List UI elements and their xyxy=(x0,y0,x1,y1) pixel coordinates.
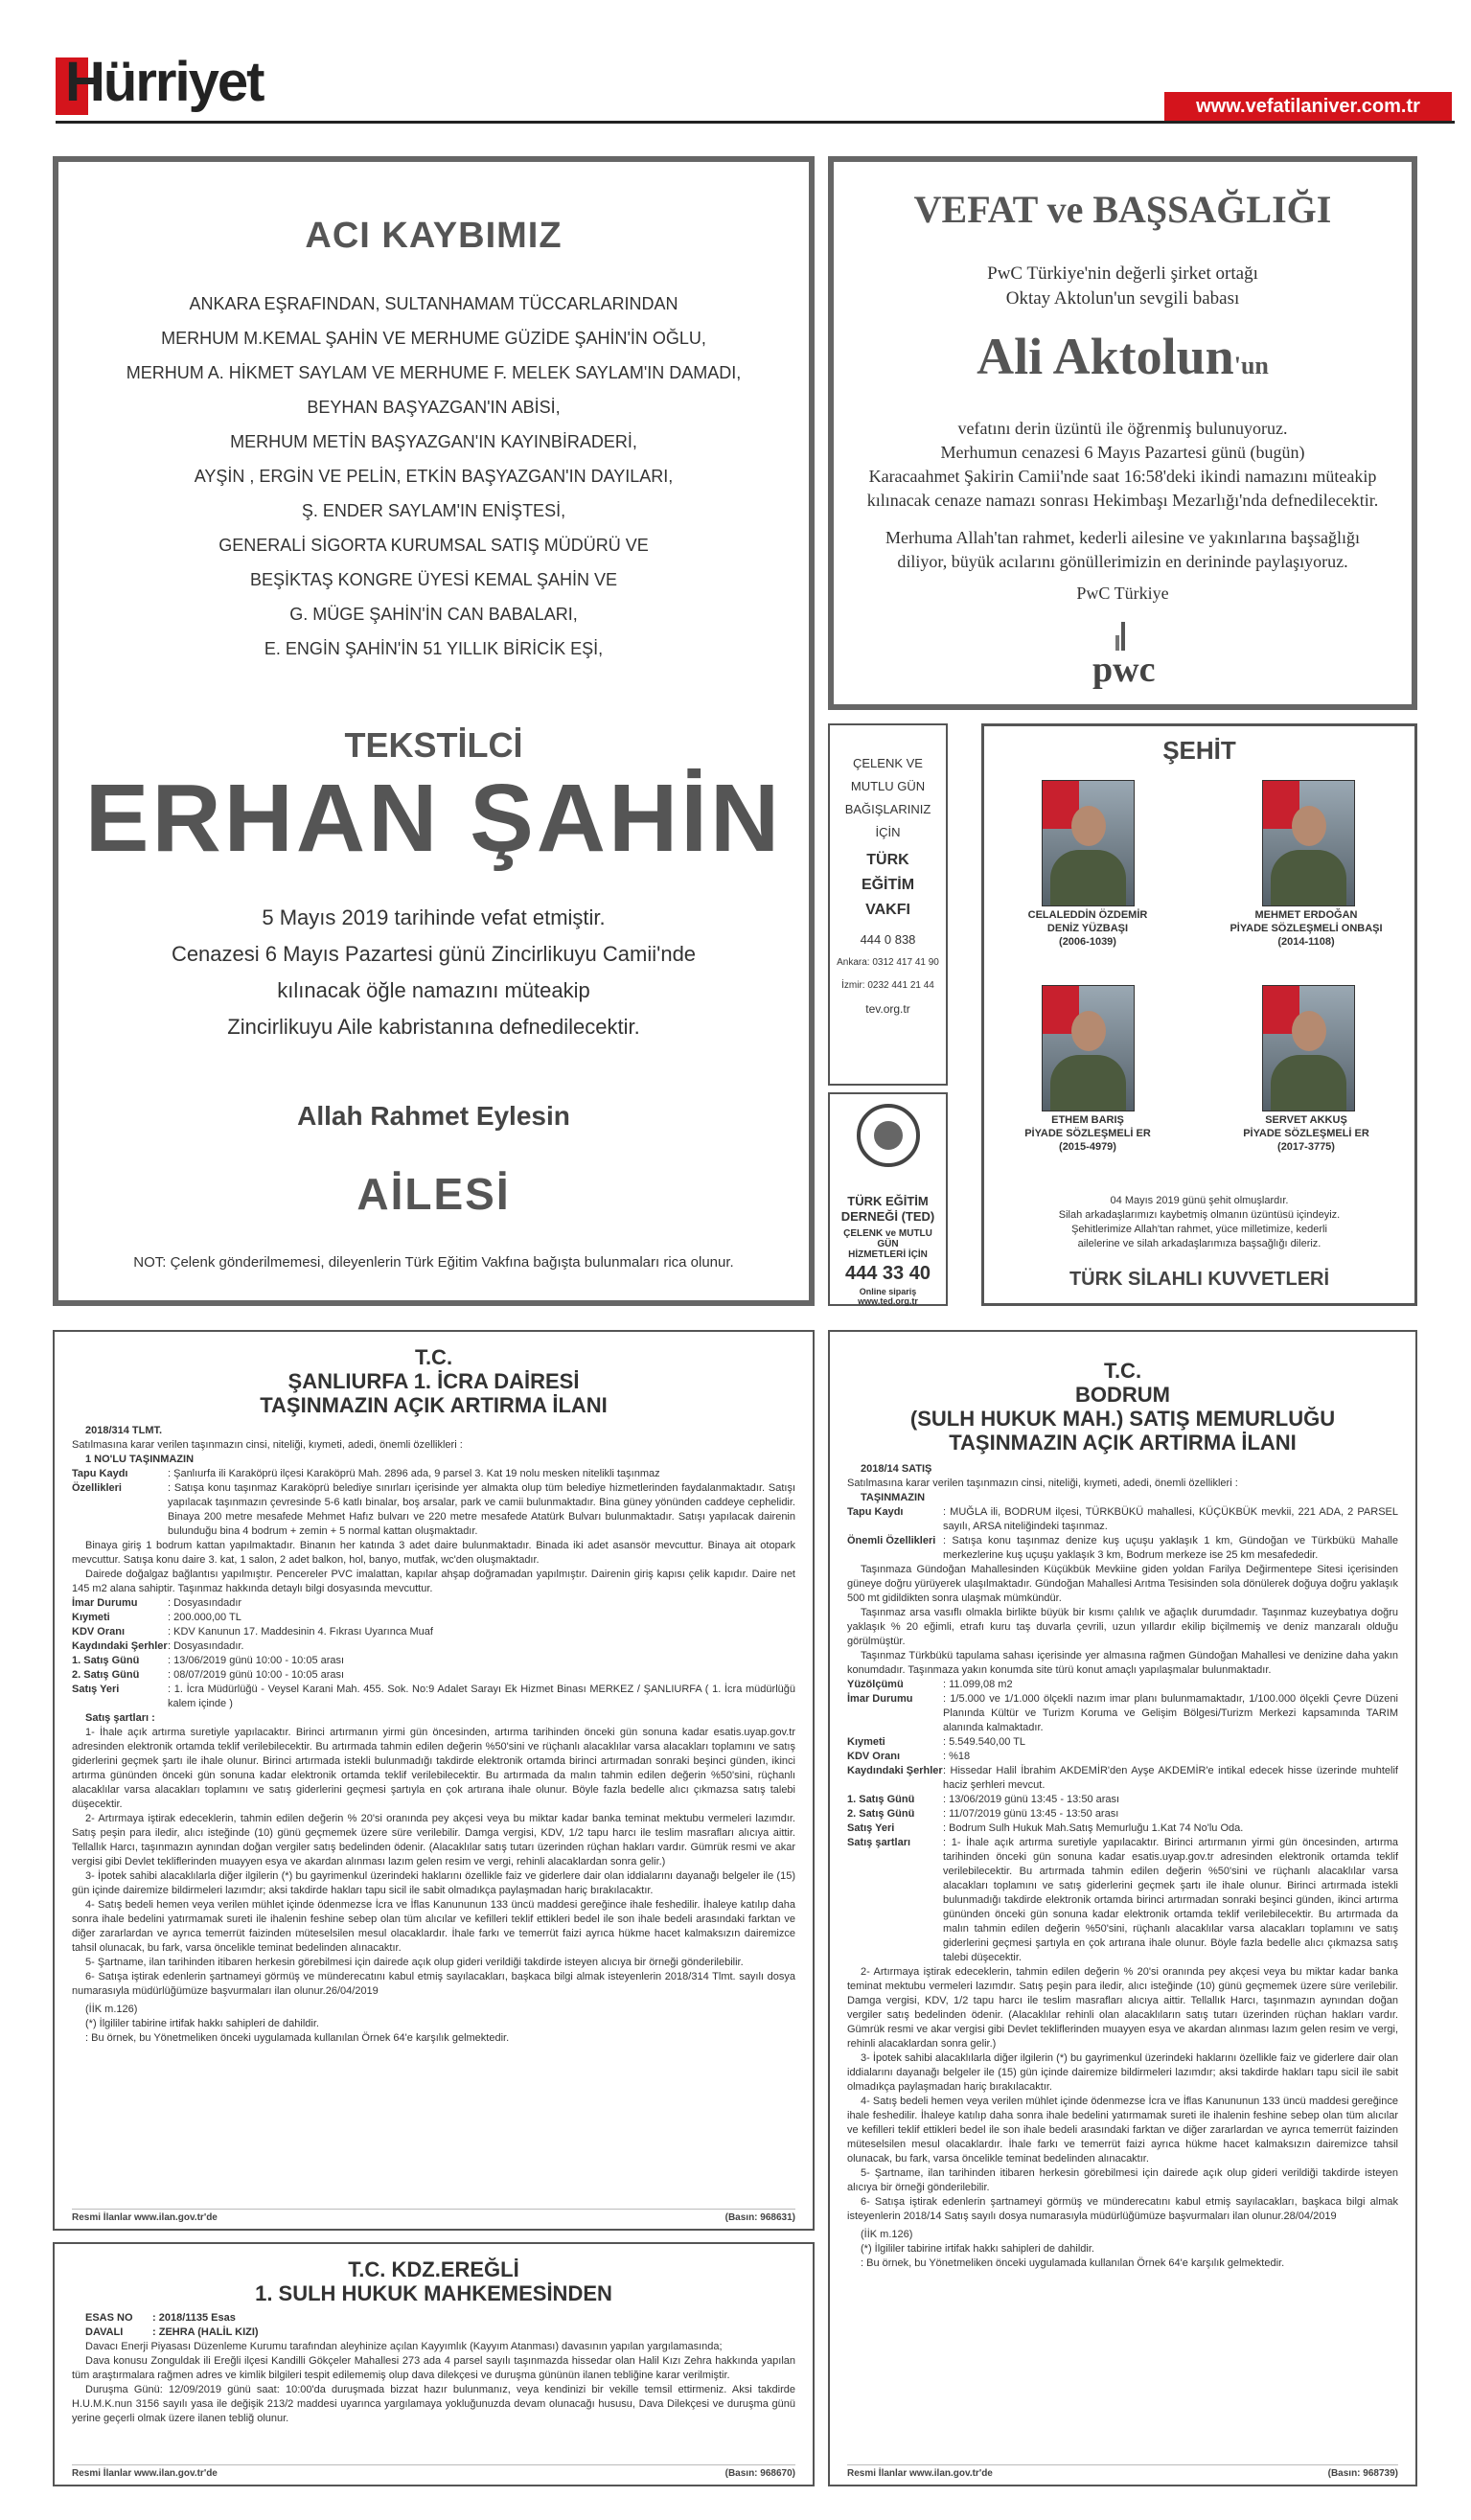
footnote: (*) İlgililer tabirine irtifak hakkı sahipleri de dahildir. xyxy=(85,2018,319,2029)
reference: (İİK m.126) xyxy=(861,2229,913,2240)
field-value: : 2018/1135 Esas xyxy=(152,2312,236,2324)
pwc-deceased-name xyxy=(834,327,1412,386)
soldier-photo xyxy=(1042,985,1135,1111)
soldier-photo xyxy=(1262,985,1355,1111)
field-row xyxy=(847,1836,1398,1965)
field-row xyxy=(72,1654,795,1668)
condition: 3- İpotek sahibi alacaklılarla diğer ilgilerin (*) bu gayrimenkul üzerindeki haklarını özellikle faiz ve giderlere dair olan iddialarını dayanağı belgeler ile (15) gün içinde dairemize bildirmeleri lazımdır; aksi takdirde hakları tapu sicil ile sabit olmadıkça paylaşmadan hariç bırakılacaktır. xyxy=(847,2052,1398,2093)
file-no: 2018/14 SATIŞ xyxy=(861,1463,932,1475)
soldier-photo xyxy=(1262,780,1355,906)
bodrum-body xyxy=(847,1462,1398,2271)
soldier-id: (2017-3775) xyxy=(1277,1141,1335,1153)
logo-text: Hürriyet xyxy=(65,51,264,113)
condition: 5- Şartname, ilan tarihinden itibaren herkesin görebilmesi için dairede açık olup gideri verildiği takdirde isteyen alıcıya bir örneği gönderilebilir. xyxy=(847,2167,1398,2193)
field-row xyxy=(72,2325,795,2340)
notice-title: TAŞINMAZIN AÇIK ARTIRMA İLANI xyxy=(949,1431,1297,1455)
pwc-body-line: vefatını derin üzüntü ile öğrenmiş bulunuyoruz. xyxy=(957,419,1288,438)
field-value: : 08/07/2019 günü 10:00 - 10:05 arası xyxy=(168,1669,345,1681)
obit-line: AYŞİN , ERGİN VE PELİN, ETKİN BAŞYAZGAN'IN DAYILARI, xyxy=(194,467,674,486)
pwc-logo-bars-icon xyxy=(1121,622,1125,651)
notice-footer xyxy=(847,2464,1398,2479)
field-key: Önemli Özellikleri xyxy=(847,1535,936,1546)
condition: 5- Şartname, ilan tarihinden itibaren herkesin görebilmesi için dairede açık olup gideri verildiği takdirde isteyen alıcıya bir örneği gönderilebilir. xyxy=(85,1957,744,1968)
martyr-text-line: 04 Mayıs 2019 günü şehit olmuşlardır. xyxy=(1110,1195,1289,1206)
field-row xyxy=(72,1683,795,1711)
condition: 6- Satışa iştirak edenlerin şartnameyi görmüş ve münderecatını kabul etmiş sayılacakları, başkaca bilgi almak isteyenlerin 2018/14 Satış sayılı dosya numarasıyla müdürlüğümüze başvurmaları ilan olunur.28/04/2019 xyxy=(847,2196,1398,2222)
condition: 4- Satış bedeli hemen veya verilen mühlet içinde ödenmezse İcra ve İflas Kanununun 133 üncü maddesi gereğince ihale feshedilir. İhaleye katılıp daha sonra ihale bedelini yatırmamak sureti ile ihalenin feshine sebep olan tüm alıcılar ve kefilleri teklif ettikleri bedel ile son ihale bedeli arasındaki farktan ve diğer zararlardan ve ayrıca temerrüt faizinden müteselsilen mesul olacaklardır. İhale farkı ve temerrüt faizi ayrıca hükme hacet kalmaksızın dairemizce tahsil olunacak, bu fark, varsa öncelikle teminat bedelinden alınacaktır. xyxy=(72,1899,795,1954)
pwc-intro-line: Oktay Aktolun'un sevgili babası xyxy=(1005,288,1240,309)
field-value: : Şanlıurfa ili Karaköprü ilçesi Karaköprü Mah. 2896 ada, 9 parsel 3. Kat 19 nolu mesken nitelikli taşınmaz xyxy=(168,1468,660,1479)
field-row xyxy=(72,2311,795,2325)
field-value: : Hissedar Halil İbrahim AKDEMİR'den Ayşe AKDEMİR'e intikal edecek hisse üzerinde muhtelif haciz şerhleri mevcut. xyxy=(943,1765,1398,1791)
ted-emblem-icon xyxy=(857,1104,920,1167)
notice-title: T.C. KDZ.EREĞLİ xyxy=(348,2257,519,2281)
field-value: : %18 xyxy=(943,1751,971,1762)
soldier-caption xyxy=(992,908,1184,949)
reference: (İİK m.126) xyxy=(85,2004,138,2015)
notice-title: 1. SULH HUKUK MAHKEMESİNDEN xyxy=(255,2281,612,2305)
obit-line: E. ENGİN ŞAHİN'İN 51 YILLIK BİRİCİK EŞİ, xyxy=(264,639,604,658)
field-value: : 1/5.000 ve 1/1.000 ölçekli nazım imar planı bulunmamaktadır, 1/100.000 ölçekli Çevre Düzeni Planında Kültür ve Turizm Koruma ve Gelişim Bölgesi/Turizm Merkezi kapsamında TARIM alanında kalmaktadır. xyxy=(943,1693,1398,1733)
obit-line: ANKARA EŞRAFINDAN, SULTANHAMAM TÜCCARLARINDAN xyxy=(189,294,678,313)
pwc-body xyxy=(843,417,1402,574)
pwc-name-suffix: 'un xyxy=(1233,352,1269,379)
family-signature: AİLESİ xyxy=(356,1169,511,1219)
field-key: İmar Durumu xyxy=(72,1597,138,1609)
soldier-rank: PİYADE SÖZLEŞMELİ ONBAŞI xyxy=(1230,923,1383,934)
martyr-title: ŞEHİT xyxy=(1162,736,1236,765)
soldier-id: (2015-4979) xyxy=(1059,1141,1116,1153)
tev-izmir: İzmir: 0232 441 21 44 xyxy=(841,980,934,991)
field-row xyxy=(847,1793,1398,1807)
file-no: 2018/314 TLMT. xyxy=(85,1425,163,1436)
field-key: Kaydındaki Şerhler xyxy=(847,1765,943,1776)
footer-press-no: (Basın: 968670) xyxy=(724,2468,795,2479)
field-key: Satış Yeri xyxy=(72,1684,120,1695)
paragraph: Dava konusu Zonguldak ili Ereğli ilçesi Kandilli Gökçeler Mahallesi 273 ada 4 parsel sayılı taşınmazda hissedar olan Halil Kızı Zehra hakkında yapılan tüm araştırmalara rağmen adres ve kimlik bilgileri tespit edilememiş olup dava dilekçesi ve duruşma gününün ilanen tebliğine karar verilmiştir. xyxy=(72,2355,795,2381)
soldier-id: (2014-1108) xyxy=(1277,936,1335,948)
intro: Satılmasına karar verilen taşınmazın cinsi, niteliği, kıymeti, adedi, önemli özellikleri : xyxy=(847,1478,1238,1489)
field-row xyxy=(847,1821,1398,1836)
tev-org: EĞİTİM xyxy=(861,877,915,893)
tev-web[interactable]: tev.org.tr xyxy=(865,1002,910,1016)
obit-line: GENERALİ SİGORTA KURUMSAL SATIŞ MÜDÜRÜ VE xyxy=(218,536,649,555)
field-row xyxy=(72,1467,795,1481)
deceased-profession: TEKSTİLCİ xyxy=(344,725,523,765)
obituary-note: NOT: Çelenk gönderilmemesi, dileyenlerin Türk Eğitim Vakfına bağışta bulunmaları rica olunur. xyxy=(133,1254,734,1271)
eregli-header xyxy=(55,2257,813,2305)
field-key: Özellikleri xyxy=(72,1482,122,1494)
soldier-id: (2006-1039) xyxy=(1059,936,1116,948)
pwc-intro xyxy=(834,262,1412,311)
obit-line: G. MÜGE ŞAHİN'İN CAN BABALARI, xyxy=(289,605,578,624)
pwc-signature: PwC Türkiye xyxy=(1076,584,1169,603)
ted-web[interactable]: Online sipariş www.ted.org.tr xyxy=(858,1287,918,1306)
conditions-heading: Satış şartları : xyxy=(85,1712,155,1724)
prayer-text: Allah Rahmet Eylesin xyxy=(297,1101,570,1131)
field-value: : Satışa konu taşınmaz denize kuş uçuşu yaklaşık 1 km, Gündoğan ve Türkbükü Mahalle merkezlerine kuş uçuşu yaklaşık 3 km, Bodrum merkeze ise 25 km mesafededir. xyxy=(943,1535,1398,1561)
field-row xyxy=(847,1807,1398,1821)
detail-line: 5 Mayıs 2019 tarihinde vefat etmiştir. xyxy=(262,905,606,929)
field-value: : 13/06/2019 günü 10:00 - 10:05 arası xyxy=(168,1655,345,1666)
obit-line: MERHUM M.KEMAL ŞAHİN VE MERHUME GÜZİDE ŞAHİN'İN OĞLU, xyxy=(161,329,706,348)
tev-text xyxy=(832,752,944,1020)
condition: 2- Artırmaya iştirak edeceklerin, tahmin edilen değerin % 20'si oranında pey akçesi veya bu miktar kadar banka teminat mektubu vermeleri lazımdır. Satış peşin para iledir, alıcı isteğinde (10) günü geçmemek üzere süre verilebilir. Damga vergisi, KDV, 1/2 tapu harcı ile teslim masrafları alıcıya aittir. Tellallık Harcı, taşınmazın aynından doğan vergiler satış bedelinden ödenir. (Alacaklılar rehinli olan alacaklıların satış tutarı üzerinden rüçhan hakları vardır. Gümrük resmi ve akar vergisi gibi Devlet tekliflerinden muayyen esya ve akardan alınması lazım gelen resim ve vergi, rehinli alacaklardan sonra gelir.) xyxy=(847,1966,1398,2050)
item: 1 NO'LU TAŞINMAZIN xyxy=(85,1454,195,1465)
bodrum-auction-notice xyxy=(828,1330,1417,2486)
field-key: KDV Oranı xyxy=(72,1626,126,1638)
ted-donation-box xyxy=(828,1092,948,1306)
field-value: : ZEHRA (HALİL KIZI) xyxy=(152,2326,259,2338)
field-key: Tapu Kaydı xyxy=(72,1468,128,1479)
field-key: 1. Satış Günü xyxy=(72,1655,140,1666)
field-key: Satış şartları xyxy=(847,1837,911,1848)
field-value: : Satışa konu taşınmaz Karaköprü belediye sınırları içerisinde yer almakta olup tüm belediye hizmetlerinden faydalanmaktadır. Satışı yapılacak taşınmazın çevresinde 5-6 katlı binalar, boş arsalar, park ve camii bulunmaktadır. Bina güney yönünden caddeye cephelidir. Binaya 200 metre mesafede Mehmet Hafız bulvarı ve 220 metre mesafede Atatürk Bulvarı bulunmaktadır. Satışı yapılacak dairenin bulunduğu bina 4 bodrum + zemin + 5 normal kattan oluşmaktadır. xyxy=(168,1482,795,1537)
notice-title: BODRUM xyxy=(1075,1383,1170,1407)
notice-title: T.C. xyxy=(414,1345,453,1369)
notice-footer xyxy=(72,2209,795,2223)
obituary-lines xyxy=(68,286,799,666)
field-key: İmar Durumu xyxy=(847,1693,913,1705)
obit-line: Ş. ENDER SAYLAM'IN ENİŞTESİ, xyxy=(301,501,566,520)
field-key: 2. Satış Günü xyxy=(72,1669,140,1681)
deceased-name: ERHAN ŞAHİN xyxy=(84,765,783,872)
field-key: Kıymeti xyxy=(847,1736,885,1748)
detail-line: Zincirlikuyu Aile kabristanına defnedilecektir. xyxy=(227,1015,640,1039)
footer-source[interactable]: Resmi İlanlar www.ilan.gov.tr'de xyxy=(72,2212,218,2223)
condition: 6- Satışa iştirak edenlerin şartnameyi görmüş ve münderecatını kabul etmiş sayılacakları, başkaca bilgi almak isteyenlerin 2018/314 Tlmt. sayılı dosya numarasıyla müdürlüğümüze başvurmaları ilan olunur.26/04/2019 xyxy=(72,1971,795,1997)
soldier-rank: PİYADE SÖZLEŞMELİ ER xyxy=(1024,1128,1151,1139)
obituary-erhan-sahin xyxy=(53,156,815,1306)
field-key: Kaydındaki Şerhler xyxy=(72,1640,168,1652)
field-row xyxy=(847,1764,1398,1793)
notice-title: T.C. xyxy=(1103,1359,1142,1383)
header-rule xyxy=(56,121,1455,124)
field-row xyxy=(72,1668,795,1683)
obituary-title: ACI KAYBIMIZ xyxy=(305,216,563,256)
footer-source[interactable]: Resmi İlanlar www.ilan.gov.tr'de xyxy=(847,2468,993,2479)
pwc-condolence-notice xyxy=(828,156,1417,710)
footer-source[interactable]: Resmi İlanlar www.ilan.gov.tr'de xyxy=(72,2468,218,2479)
field-row xyxy=(72,1639,795,1654)
notice-footer xyxy=(72,2464,795,2479)
paragraph: Taşınmaz arsa vasıflı olmakla birlikte büyük bir kısmı çalılık ve ağaçlık durumdadır. Taşınmaz kuzeybatıya doğru yaklaşık % 20 eğimli, etrafı kuru taş duvarla çevrili, uzun yıllardır ekilip biçilmemiş ve deniz manzaralı olduğu görülmüştür. xyxy=(847,1607,1398,1647)
ted-phone: 444 33 40 xyxy=(845,1263,931,1284)
sanliurfa-body xyxy=(72,1424,795,2046)
bodrum-header xyxy=(830,1359,1415,1455)
martyr-text-line: ailelerine ve silah arkadaşlarımıza başsağlığı dileriz. xyxy=(1077,1238,1322,1249)
obit-line: BEŞİKTAŞ KONGRE ÜYESİ KEMAL ŞAHİN VE xyxy=(249,570,618,589)
obit-line: MERHUM METİN BAŞYAZGAN'IN KAYINBİRADERİ, xyxy=(230,432,637,451)
field-value: : Bodrum Sulh Hukuk Mah.Satış Memurluğu 1.Kat 74 No'lu Oda. xyxy=(943,1822,1244,1834)
field-value: : 200.000,00 TL xyxy=(168,1612,241,1623)
field-row xyxy=(847,1678,1398,1692)
field-value: : KDV Kanunun 17. Maddesinin 4. Fıkrası Uyarınca Muaf xyxy=(168,1626,433,1638)
soldier-rank: DENİZ YÜZBAŞI xyxy=(1046,923,1129,934)
condition: 4- Satış bedeli hemen veya verilen mühlet içinde ödenmezse İcra ve İflas Kanununun 133 üncü maddesi gereğince ihale feshedilir. İhaleye katılıp daha sonra ihale bedelini yatırmamak sureti ile ihalenin feshine sebep olan tüm alıcılar ve kefilleri teklif ettikleri bedel ile son ihale bedeli arasındaki farktan ve diğer zararlardan ve ayrıca temerrüt faizinden müteselsilen mesul olacaklardır. İhale farkı ve temerrüt faizi ayrıca hükme hacet kalmaksızın dairemizce tahsil olunacak, bu fark, varsa öncelikle teminat bedelinden alınacaktır. xyxy=(847,2096,1398,2165)
pwc-body-line: diliyor, büyük acılarını gönüllerimizin en derininde paylaşıyoruz. xyxy=(897,552,1348,571)
field-row xyxy=(72,1625,795,1639)
detail-line: Cenazesi 6 Mayıs Pazartesi günü Zincirlikuyu Camii'nde xyxy=(171,942,697,966)
field-value: : Dosyasındadır xyxy=(168,1597,242,1609)
martyr-text-line: Silah arkadaşlarımızı kaybetmiş olmanın üzüntüsü içindeyiz. xyxy=(1058,1209,1341,1221)
obituary-details xyxy=(78,900,790,1045)
sanliurfa-auction-notice xyxy=(53,1330,815,2231)
field-value: : MUĞLA ili, BODRUM ilçesi, TÜRKBÜKÜ mahallesi, KÜÇÜKBÜK mevkii, 221 ADA, 2 PARSEL sayılı, ARSA niteliğindeki taşınmaz. xyxy=(943,1506,1398,1532)
sanliurfa-header xyxy=(55,1345,813,1417)
soldier-photo xyxy=(1042,780,1135,906)
martyr-signature: TÜRK SİLAHLI KUVVETLERİ xyxy=(1069,1269,1330,1290)
eregli-court-notice xyxy=(53,2242,815,2486)
pwc-name: Ali Aktolun xyxy=(977,328,1234,385)
soldier-caption xyxy=(1210,908,1402,949)
field-key: DAVALI xyxy=(85,2326,124,2338)
tev-phone: 444 0 838 xyxy=(860,932,916,947)
soldier-caption xyxy=(992,1113,1184,1154)
field-row xyxy=(847,1692,1398,1735)
ted-text xyxy=(832,1194,944,1306)
field-row xyxy=(847,1735,1398,1750)
footnote: : Bu örnek, bu Yönetmeliken önceki uygulamada kullanılan Örnek 64'e karşılık gelmektedir. xyxy=(85,2032,510,2044)
footer-press-no: (Basın: 968631) xyxy=(724,2212,795,2223)
tev-line: MUTLU GÜN xyxy=(850,779,926,793)
martyr-text xyxy=(990,1194,1409,1251)
paragraph: Dairede doğalgaz bağlantısı yapılmıştır. Pencereler PVC imalattan, kapılar ahşap doğramadan yapılmıştır. Dairenin giriş kapısı çelik kapıdır. Daire net 145 m2 alana sahiptir. Taşınmaz hakkında detaylı bilgi dosyasında mevcuttur. xyxy=(72,1569,795,1594)
field-value: : 5.549.540,00 TL xyxy=(943,1736,1026,1748)
footnote: (*) İlgililer tabirine irtifak hakkı sahipleri de dahildir. xyxy=(861,2243,1094,2255)
pwc-logo xyxy=(1083,622,1179,699)
condition: 2- Artırmaya iştirak edeceklerin, tahmin edilen değerin % 20'si oranında pey akçesi veya bu miktar kadar banka teminat mektubu vermeleri lazımdır. Satış peşin para iledir, alıcı isteğinde (10) günü geçmemek üzere süre verilebilir. Damga vergisi, KDV, 1/2 tapu harcı ile teslim masrafları alıcıya aittir. Tellallık Harcı, taşınmazın aynından doğan vergiler satış bedelinden ödenir. (Alacaklılar satış tutarı üzerinden rüçhan hakları vardır. Gümrük resmi ve akar vergisi gibi Devlet tekliflerinden muayyen esya ve akardan alınması lazım gelen resim ve vergi, rehinli alacaklardan sonra gelir.) xyxy=(72,1813,795,1867)
ted-line: ÇELENK ve MUTLU GÜN xyxy=(843,1228,932,1249)
site-url-bar[interactable] xyxy=(1164,92,1452,121)
detail-line: kılınacak öğle namazını müteakip xyxy=(277,978,590,1002)
tev-line: ÇELENK VE xyxy=(853,756,923,770)
hurriyet-logo xyxy=(56,48,305,115)
field-value: : 1- İhale açık artırma suretiyle yapılacaktır. Birinci artırmanın yirmi gün öncesinden, artırma tarihinden önceki gün sonuna kadar esatis.uyap.gov.tr adresinden elektronik ortamda teklif verilebilecektir. Bu artırmada tahmin edilen değerin %50'sini ve rüçhanlı alacaklılar varsa alacakları toplamını ve satış giderlerini geçmek şartı ile ihale olunur. Birinci artırmada istekli bulunmadığı takdirde elektronik ortamda birinci artırmadan sonraki beşinci günden, ikinci artırma gününden önceki gün sonuna kadar elektronik ortamda teklif verilebilecektir. Bu artırmada da malın tahmin edilen değerin %50'sini, rüçhanlı alacaklılar varsa alacakları toplamını ve satış giderlerini geçmesi şartıyla en çok artırana ihale olunur. Böyle fazla bedelle alıcı çıkmazsa satış talebi düşecektir. xyxy=(943,1837,1398,1963)
field-key: KDV Oranı xyxy=(847,1751,901,1762)
field-row xyxy=(847,1750,1398,1764)
tev-line: İÇİN xyxy=(875,825,901,839)
footnote: : Bu örnek, bu Yönetmeliken önceki uygulamada kullanılan Örnek 64'e karşılık gelmektedir. xyxy=(861,2257,1285,2269)
field-key: Yüzölçümü xyxy=(847,1679,904,1690)
pwc-body-line: Merhumun cenazesi 6 Mayıs Pazartesi günü (bugün) xyxy=(940,443,1305,462)
field-value: : 11/07/2019 günü 13:45 - 13:50 arası xyxy=(943,1808,1119,1820)
field-key: Satış Yeri xyxy=(847,1822,895,1834)
field-row xyxy=(847,1505,1398,1534)
tev-org: VAKFI xyxy=(865,902,910,918)
notice-title: TAŞINMAZIN AÇIK ARTIRMA İLANI xyxy=(260,1393,608,1417)
field-row xyxy=(72,1596,795,1611)
condition: 1- İhale açık artırma suretiyle yapılacaktır. Birinci artırmanın yirmi gün öncesinden, artırma tarihinden önceki gün sonuna kadar esatis.uyap.gov.tr adresinden elektronik ortamda teklif verilebilecektir. Bu artırmada tahmin edilen değerin %50'sini ve rüçhanlı alacaklılar varsa alacakları toplamını ve satış giderlerini geçmek şartı ile ihale olunur. Birinci artırmada istekli bulunmadığı takdirde elektronik ortamda birinci artırmadan sonraki beşinci günden, ikinci artırma gününden önceki gün sonuna kadar elektronik ortamda teklif verilebilecektir. Bu artırmada da malın tahmin edilen değerin %50'sini, rüçhanlı alacaklılar varsa alacakları toplamını ve satış giderlerini geçmesi şartıyla en çok artırana ihale olunur. Böyle fazla bedelle alıcı çıkmazsa satış talebi düşecektir. xyxy=(72,1727,795,1810)
ted-org: TÜRK EĞİTİM DERNEĞİ (TED) xyxy=(840,1194,935,1224)
soldier-caption xyxy=(1210,1113,1402,1154)
soldier-name: CELALEDDİN ÖZDEMİR xyxy=(1027,909,1148,921)
martyr-text-line: Şehitlerimize Allah'tan rahmet, yüce milletimize, kederli xyxy=(1071,1224,1327,1235)
field-key: 2. Satış Günü xyxy=(847,1808,915,1820)
ted-line: HİZMETLERİ İÇİN xyxy=(848,1249,928,1260)
field-row xyxy=(72,1481,795,1539)
tev-ankara: Ankara: 0312 417 41 90 xyxy=(837,957,939,968)
field-row xyxy=(72,1611,795,1625)
field-row xyxy=(847,1534,1398,1563)
tev-org: TÜRK xyxy=(866,852,909,868)
soldier-name: MEHMET ERDOĞAN xyxy=(1254,909,1358,921)
condition: 3- İpotek sahibi alacaklılarla diğer ilgilerin (*) bu gayrimenkul üzerindeki haklarını özellikle faiz ve giderlere dair olan iddialarını dayanağı belgeler ile (15) gün içinde dairemize bildirmeleri lazımdır; aksi takdirde hakları tapu sicil ile sabit olmadıkça paylaşmadan hariç bırakılacaktır. xyxy=(72,1870,795,1896)
soldier-name: ETHEM BARIŞ xyxy=(1051,1114,1124,1126)
soldier-rank: PİYADE SÖZLEŞMELİ ER xyxy=(1243,1128,1369,1139)
field-key: Tapu Kaydı xyxy=(847,1506,904,1518)
obit-line: BEYHAN BAŞYAZGAN'IN ABİSİ, xyxy=(307,398,561,417)
paragraph: Taşınmaza Gündoğan Mahallesinden Küçükbük Mevkiine giden yoldan Farilya Değirmentepe Sitesi içerisinden güneye doğru yürüyerek ulaşılmaktadır. Gündoğan Mahallesi Arıtma Tesisinden sola dönülerek doğuya doğru yaklaşık 500 mt gidildikten sonra ulaşmak mümkündür. xyxy=(847,1564,1398,1604)
item: TAŞINMAZIN xyxy=(861,1492,926,1503)
tev-donation-box xyxy=(828,723,948,1086)
eregli-body xyxy=(72,2311,795,2426)
footer-press-no: (Basın: 968739) xyxy=(1327,2468,1398,2479)
pwc-body-line: Karacaahmet Şakirin Camii'nde saat 16:58'deki ikindi namazını müteakip xyxy=(868,467,1377,486)
intro: Satılmasına karar verilen taşınmazın cinsi, niteliği, kıymeti, adedi, önemli özellikleri : xyxy=(72,1439,463,1451)
martyr-notice xyxy=(981,723,1417,1306)
paragraph: Binaya giriş 1 bodrum kattan yapılmaktadır. Binanın her katında 3 adet daire bulunmaktadır. Binada iki adet asansör mevcuttur. Binaya ait otopark mevcuttur. Satışa konu daire 3. kat, 1 salon, 2 adet balkon, hol, banyo, mutfak, wc'den oluşmaktadır. xyxy=(72,1540,795,1566)
paragraph: Davacı Enerji Piyasası Düzenleme Kurumu tarafından aleyhinize açılan Kayyımlık (Kayyım Atanması) davasının yapılan yargılamasında; xyxy=(85,2341,723,2352)
tev-line: BAĞIŞLARINIZ xyxy=(844,802,931,816)
pwc-body-line: Merhuma Allah'tan rahmet, kederli ailesine ve yakınlarına başsağlığı xyxy=(885,528,1361,547)
paragraph: Taşınmaz Türkbükü tapulama sahası içerisinde yer almasına rağmen Gündoğan Mahallesi ve denizine daha yakın konumdadır. Taşınmaza yakın konumda site türü konut amaçlı yapılaşmalar bulunmaktadır. xyxy=(847,1650,1398,1676)
pwc-title: VEFAT ve BAŞSAĞLIĞI xyxy=(913,188,1332,231)
field-value: : Dosyasındadır. xyxy=(168,1640,244,1652)
notice-title: ŞANLIURFA 1. İCRA DAİRESİ xyxy=(287,1369,580,1393)
pwc-body-line: kılınacak cenaze namazı sonrası Hekimbaşı Mezarlığı'nda defnedilecektir. xyxy=(866,491,1379,510)
field-value: : 13/06/2019 günü 13:45 - 13:50 arası xyxy=(943,1794,1120,1805)
field-value: : 11.099,08 m2 xyxy=(943,1679,1013,1690)
obit-line: MERHUM A. HİKMET SAYLAM VE MERHUME F. MELEK SAYLAM'IN DAMADI, xyxy=(126,363,742,382)
field-value: : 1. İcra Müdürlüğü - Veysel Karani Mah. 455. Sok. No:9 Adalet Sarayı Ek Hizmet Binası MERKEZ / ŞANLIURFA ( 1. İcra müdürlüğü kalem içinde ) xyxy=(168,1684,795,1709)
field-key: Kıymeti xyxy=(72,1612,110,1623)
paragraph: Duruşma Günü: 12/09/2019 günü saat: 10:00'da duruşmada bizzat hazır bulunmanız, veya kendinizi bir vekille temsil ettirmeniz. Aksi takdirde H.U.M.K.nun 3156 sayılı yasa ile değişik 213/2 maddesi uyarınca yargılamaya yokluğunuzda devam olunacağı hususu, Dava Dilekçesi ve duruşma günü yerine geçerli olmak üzere ilanen tebliğ olunur. xyxy=(72,2384,795,2424)
site-url: www.vefatilaniver.com.tr xyxy=(1196,96,1420,117)
pwc-logo-text: pwc xyxy=(1092,650,1156,690)
notice-title: (SULH HUKUK MAH.) SATIŞ MEMURLUĞU xyxy=(909,1407,1336,1431)
soldier-name: SERVET AKKUŞ xyxy=(1265,1114,1347,1126)
field-key: ESAS NO xyxy=(85,2312,133,2324)
pwc-intro-line: PwC Türkiye'nin değerli şirket ortağı xyxy=(987,263,1258,284)
field-key: 1. Satış Günü xyxy=(847,1794,915,1805)
